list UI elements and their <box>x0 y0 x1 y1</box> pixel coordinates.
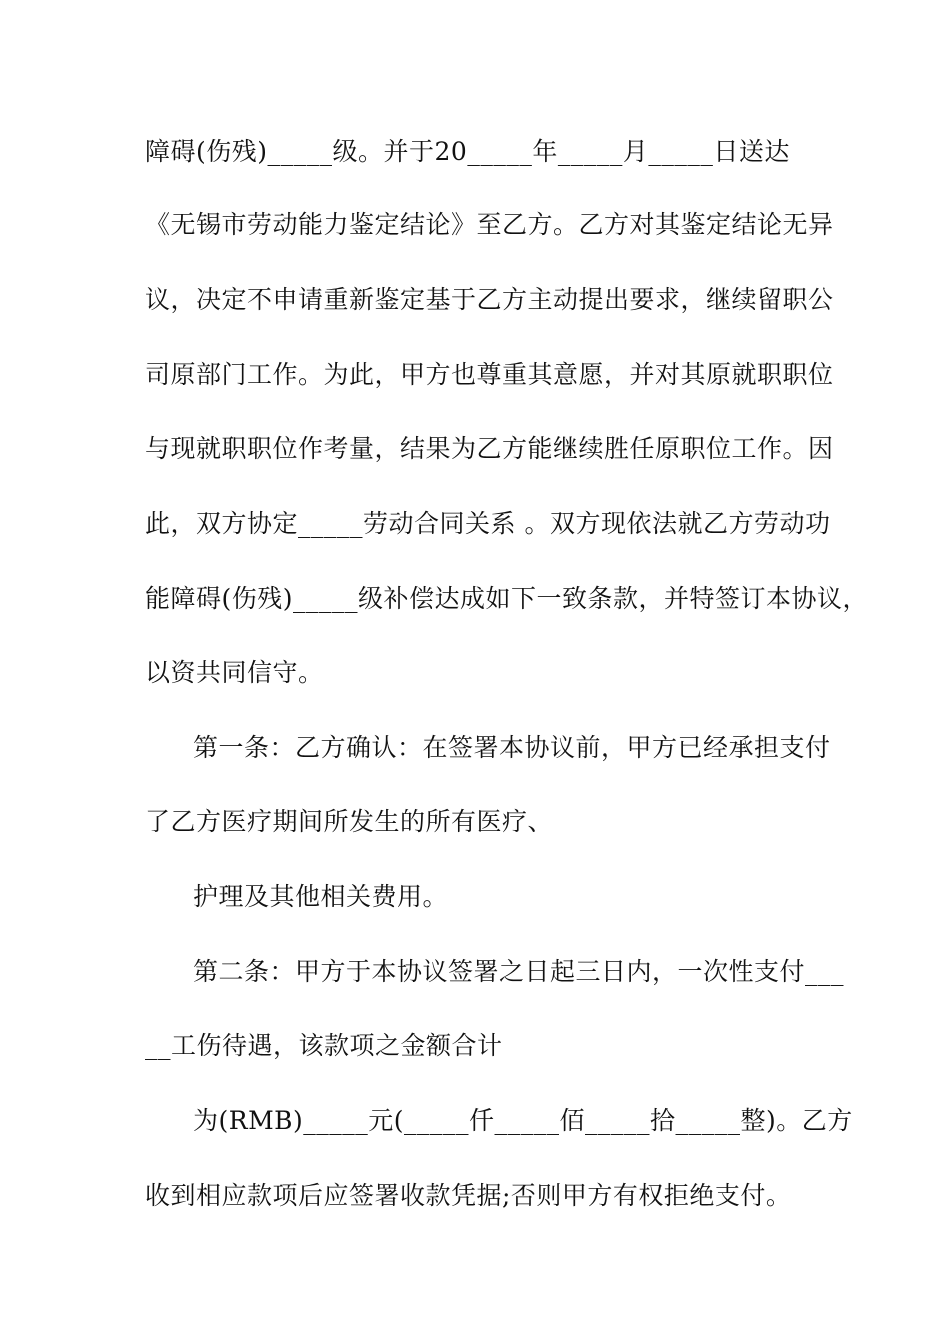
text-line-6: 此，双方协定_____劳动合同关系 。双方现依法就乙方劳动功 <box>145 509 831 538</box>
text-line-8: 以资共同信守。 <box>145 658 324 687</box>
text-line-1: 障碍(伤残)_____级。并于20_____年_____月_____日送达 <box>145 137 790 166</box>
article-two-heading-line: 第二条：甲方于本协议签署之日起三日内，一次性支付___ <box>193 957 845 986</box>
text-line-7: 能障碍(伤残)_____级补偿达成如下一致条款，并特签订本协议， <box>145 584 869 613</box>
text-line-10: 了乙方医疗期间所发生的所有医疗、 <box>145 807 554 836</box>
text-line-11: 护理及其他相关费用。 <box>193 882 449 911</box>
text-line-5: 与现就职职位作考量，结果为乙方能继续胜任原职位工作。因 <box>145 434 834 463</box>
text-line-15: 收到相应款项后应签署收款凭据;否则甲方有权拒绝支付。 <box>145 1181 792 1210</box>
text-line-2: 《无锡市劳动能力鉴定结论》至乙方。乙方对其鉴定结论无异 <box>145 210 834 239</box>
text-line-4: 司原部门工作。为此，甲方也尊重其意愿，并对其原就职职位 <box>145 360 834 389</box>
text-line-3: 议，决定不申请重新鉴定基于乙方主动提出要求，继续留职公 <box>145 285 834 314</box>
article-one-heading-line: 第一条：乙方确认：在签署本协议前，甲方已经承担支付 <box>193 733 831 762</box>
text-line-13: __工伤待遇，该款项之金额合计 <box>145 1031 503 1060</box>
amount-line: 为(RMB)_____元(_____仟_____佰_____拾_____整)。乙方 <box>193 1106 853 1135</box>
